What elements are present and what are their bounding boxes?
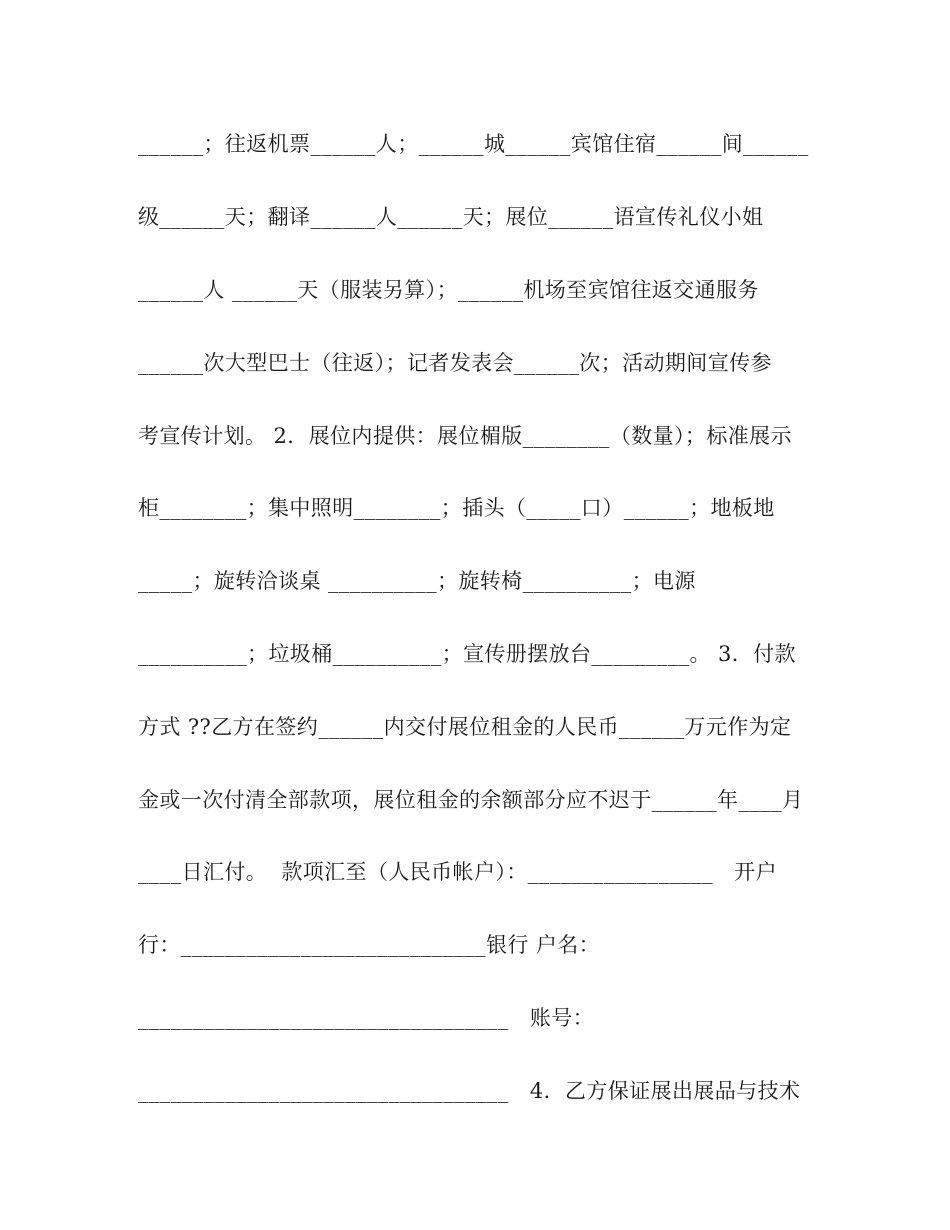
text-line: __________________________________ 账号： bbox=[138, 1006, 595, 1030]
text-line: 柜________；集中照明________；插头（_____口）______；地板地 bbox=[138, 496, 775, 520]
text-line: ______次大型巴士（往返）；记者发表会______次；活动期间宣传参 bbox=[138, 351, 772, 375]
text-line: 考宣传计划。 2．展位内提供：展位楣版________（数量）；标准展示 bbox=[138, 424, 792, 448]
text-line: __________；垃圾桶__________；宣传册摆放台_________。 3．付款 bbox=[138, 642, 796, 666]
text-line: ______；往返机票______人；______城______宾馆住宿______间______ bbox=[138, 132, 809, 156]
text-line: 方式 ??乙方在签约______内交付展位租金的人民币______万元作为定 bbox=[138, 715, 792, 739]
text-line: 金或一次付清全部款项，展位租金的余额部分应不迟于______年____月 bbox=[138, 788, 804, 812]
text-line: _____；旋转洽谈桌 __________；旋转椅__________；电源 bbox=[138, 569, 696, 593]
text-line: 级______天；翻译______人______天；展位______语宣传礼仪小姐 bbox=[138, 205, 764, 229]
text-line: 行：____________________________银行 户名： bbox=[138, 933, 601, 957]
text-line: ______人 ______天（服装另算）；______机场至宾馆往返交通服务 bbox=[138, 278, 759, 302]
text-line: ____日汇付。 款项汇至（人民币帐户）：_________________ 开户 bbox=[138, 860, 777, 884]
text-line: __________________________________ 4．乙方保证展出展品与技术 bbox=[138, 1079, 801, 1103]
